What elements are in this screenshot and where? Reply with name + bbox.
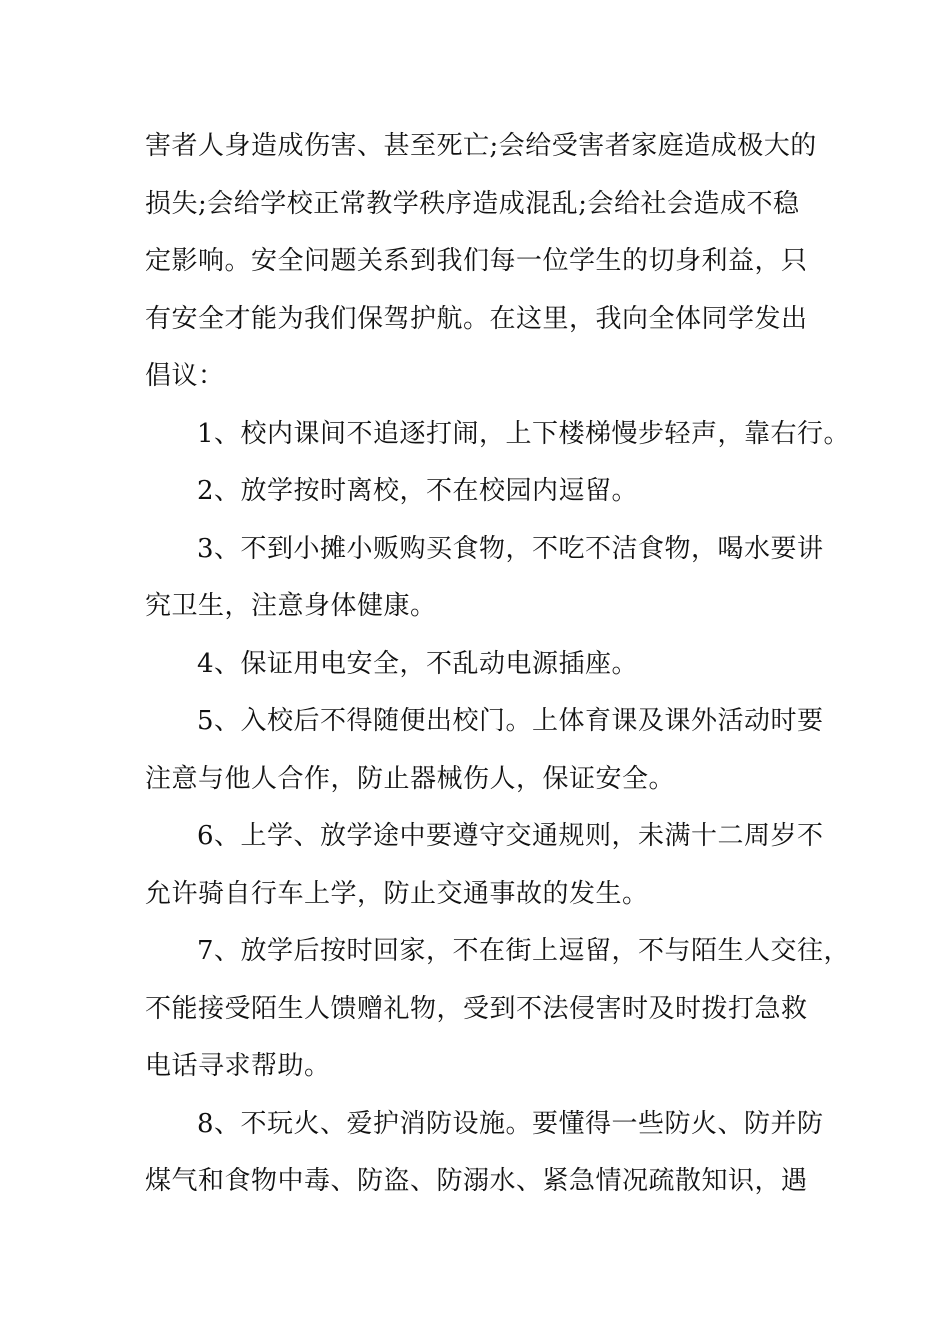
text-line: 注意与他人合作，防止器械伤人，保证安全。 [145, 763, 676, 794]
list-item-6: 6、上学、放学途中要遵守交通规则，未满十二周岁不 [197, 821, 824, 851]
text-line: 倡议： [145, 361, 225, 391]
list-item-4: 4、保证用电安全，不乱动电源插座。 [197, 648, 639, 679]
text-line: 究卫生，注意身体健康。 [145, 591, 437, 621]
text-line: 有安全才能为我们保驾护航。在这里，我向全体同学发出 [145, 303, 808, 334]
text-line: 损失;会给学校正常教学秩序造成混乱;会给社会造成不稳 [145, 188, 800, 219]
list-item-3: 3、不到小摊小贩购买食物，不吃不洁食物，喝水要讲 [197, 533, 824, 564]
list-item-7: 7、放学后按时回家，不在街上逗留，不与陌生人交往， [197, 936, 851, 966]
list-item-2: 2、放学按时离校，不在校园内逗留。 [197, 476, 639, 506]
text-line: 不能接受陌生人馈赠礼物，受到不法侵害时及时拨打急救 [145, 993, 808, 1024]
document-body [145, 118, 851, 1211]
text-line: 电话寻求帮助。 [145, 1051, 331, 1081]
text-line: 害者人身造成伤害、甚至死亡;会给受害者家庭造成极大的 [145, 131, 817, 161]
list-item-8: 8、不玩火、爱护消防设施。要懂得一些防火、防并防 [197, 1108, 824, 1139]
text-line: 定影响。安全问题关系到我们每一位学生的切身利益，只 [145, 246, 808, 276]
list-item-5: 5、入校后不得随便出校门。上体育课及课外活动时要 [197, 706, 824, 736]
text-line: 煤气和食物中毒、防盗、防溺水、紧急情况疏散知识，遇 [145, 1166, 808, 1196]
list-item-1: 1、校内课间不追逐打闹，上下楼梯慢步轻声，靠右行。 [197, 418, 851, 449]
text-line: 允许骑自行车上学，防止交通事故的发生。 [145, 878, 649, 909]
